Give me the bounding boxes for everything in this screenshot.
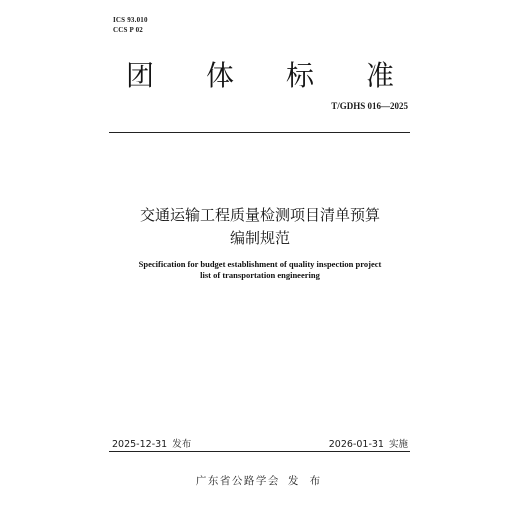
english-title-line-1: Specification for budget establishment of quality inspection project <box>138 259 382 269</box>
english-title-line-2: list of transportation engineering <box>200 270 320 280</box>
bottom-divider <box>109 451 410 452</box>
chinese-title <box>0 204 520 250</box>
standard-type-char: 团 <box>126 59 155 92</box>
ccs-code: CCS P 02 <box>113 26 143 34</box>
publisher-action: 发 布 <box>287 475 325 487</box>
publisher-line <box>0 474 520 488</box>
standard-type-char: 准 <box>365 59 394 92</box>
standard-type-char: 标 <box>285 59 314 92</box>
issue-date: 2025-12-31 <box>112 439 168 450</box>
chinese-title-line-1: 交通运输工程质量检测项目清单预算 <box>139 206 380 224</box>
standard-type-char: 体 <box>205 59 234 92</box>
top-divider <box>109 132 410 133</box>
ics-code: ICS 93.010 <box>113 16 148 24</box>
implement-date-block <box>329 439 408 451</box>
implement-label: 实施 <box>388 439 408 450</box>
implement-date: 2026-01-31 <box>328 439 384 450</box>
publisher-name: 广东省公路学会 <box>195 475 280 487</box>
english-title <box>0 259 520 281</box>
issue-label: 发布 <box>172 439 192 450</box>
classification-codes <box>113 15 148 35</box>
issue-date-block <box>112 439 191 451</box>
standard-type-heading <box>126 58 394 94</box>
chinese-title-line-2: 编制规范 <box>229 229 290 247</box>
standard-number: T/GDHS 016—2025 <box>331 101 408 111</box>
